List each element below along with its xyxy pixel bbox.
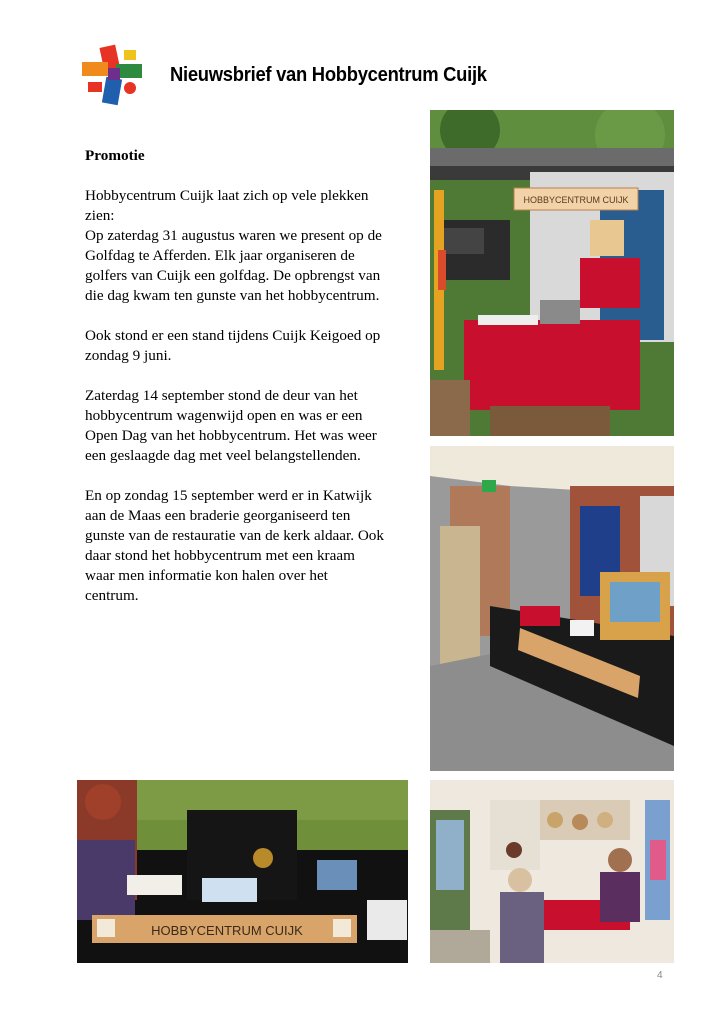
paragraph-golfdag: Hobbycentrum Cuijk laat zich op vele plekken zien: Op zaterdag 31 augustus waren we present op de Golfdag te Afferden. Elk jaar organiseren de golfers van Cuijk een golfdag. De opbrengst van die dag kwam ten gunste van het hobbycentrum.	[85, 187, 382, 304]
svg-text:HOBBYCENTRUM CUIJK: HOBBYCENTRUM CUIJK	[523, 195, 629, 205]
paragraph-keigoed: Ook stond er een stand tijdens Cuijk Keigoed op zondag 9 juni.	[85, 327, 381, 364]
newsletter-title: Nieuwsbrief van Hobbycentrum Cuijk	[170, 64, 487, 86]
article	[85, 146, 385, 626]
paragraph-braderie: En op zondag 15 september werd er in Katwijk aan de Maas een braderie georganiseerd ten gunste van de restauratie van de kerk aldaar. Ook daar stond het hobbycentrum met een kraam waar men informatie kon halen over het centrum.	[85, 487, 384, 604]
paragraph-open-dag: Zaterdag 14 september stond de deur van het hobbycentrum wagenwijd open en was er een Open Dag van het hobbycentrum. Het was weer een geslaagde dag met veel belangstellenden.	[85, 387, 377, 464]
photo-braderie-stand	[430, 446, 674, 771]
page-number: 4	[657, 970, 663, 981]
photo-golfdag-stand	[430, 110, 674, 436]
photo-keigoed-stand	[77, 780, 408, 963]
photo-open-dag	[430, 780, 674, 963]
article-heading: Promotie	[85, 147, 145, 164]
hobbycentrum-logo-icon	[78, 42, 148, 110]
svg-text:HOBBYCENTRUM CUIJK: HOBBYCENTRUM CUIJK	[151, 923, 303, 938]
